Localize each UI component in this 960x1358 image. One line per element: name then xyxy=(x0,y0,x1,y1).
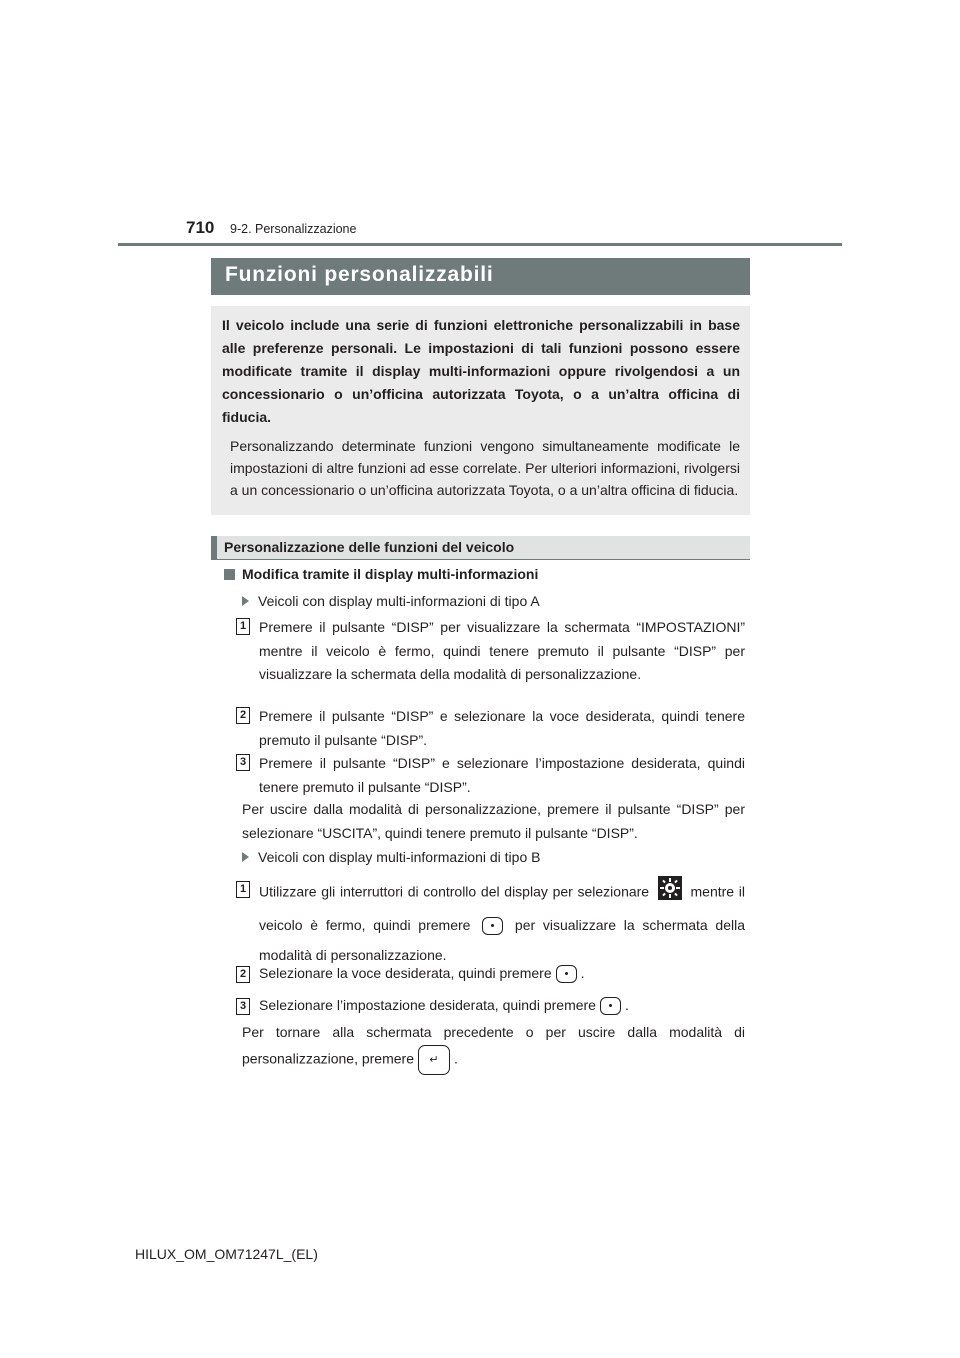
type-a-exit-note: Per uscire dalla modalità di personalizzazione, premere il pulsante “DISP” per selezionare “USCITA”, quindi tenere premuto il pulsante “DISP”. xyxy=(242,801,745,841)
back-button-icon: ↵ xyxy=(418,1045,450,1075)
step-b3-after: . xyxy=(624,997,629,1013)
step-a1-text: Premere il pulsante “DISP” per visualizzare la schermata “IMPOSTAZIONI” mentre il veicolo è fermo, quindi tenere premuto il pulsante “DISP” per visualizzare la schermata della modalità di personalizzazione. xyxy=(259,619,745,682)
document-footer: HILUX_OM_OM71247L_(EL) xyxy=(135,1246,318,1262)
step-number-a2: 2 xyxy=(236,707,250,724)
page-title: Funzioni personalizzabili xyxy=(211,258,750,295)
type-a-bullet-text: Veicoli con display multi-informazioni di tipo A xyxy=(258,593,540,609)
step-number-a3: 3 xyxy=(236,754,250,771)
header-divider xyxy=(118,243,842,246)
step-number-b2: 2 xyxy=(236,966,250,983)
type-b-bullet-text: Veicoli con display multi-informazioni di tipo B xyxy=(258,849,541,865)
step-b1-part3: per visualizzare la schermata della modalità di personalizzazione. xyxy=(259,917,746,963)
section-label: 9-2. Personalizzazione xyxy=(230,222,357,236)
type-a-bullet xyxy=(242,593,540,609)
subsection-heading: Personalizzazione delle funzioni del veicolo xyxy=(211,536,750,560)
step-b2-after: . xyxy=(580,965,585,981)
back-note-after: . xyxy=(453,1050,458,1067)
step-number-b1: 1 xyxy=(236,881,250,898)
ok-button-icon xyxy=(600,997,621,1015)
triangle-bullet-icon xyxy=(242,852,249,862)
intro-box xyxy=(211,306,750,515)
ok-button-icon xyxy=(482,917,503,935)
step-b2-text xyxy=(259,962,745,986)
topic-heading xyxy=(224,566,538,582)
step-b1-part1: Utilizzare gli interruttori di controllo del display per selezionare xyxy=(259,883,650,900)
step-b3-text xyxy=(259,994,745,1018)
intro-note: Personalizzando determinate funzioni vengono simultaneamente modificate le impostazioni di altre funzioni ad esse correlate. Per ulteriori informazioni, rivolgersi a un concessionario o un’officina autorizzata Toyota, o a un’altra officina di fiducia. xyxy=(230,438,740,498)
step-a3-text: Premere il pulsante “DISP” e selezionare l’impostazione desiderata, quindi tenere premuto il pulsante “DISP”. xyxy=(259,755,745,795)
ok-button-icon xyxy=(556,965,577,983)
triangle-bullet-icon xyxy=(242,596,249,606)
step-number-b3: 3 xyxy=(236,998,250,1015)
step-b1-text xyxy=(259,876,745,970)
square-bullet-icon xyxy=(224,569,235,580)
step-b1-part2: mentre il veicolo è fermo, quindi premere xyxy=(259,883,746,933)
step-number-a1: 1 xyxy=(236,618,250,635)
back-note-before: Per tornare alla schermata precedente o per uscire dalla modalità di personalizzazione, premere xyxy=(242,1024,745,1067)
step-a2-text: Premere il pulsante “DISP” e selezionare la voce desiderata, quindi tenere premuto il pulsante “DISP”. xyxy=(259,708,745,748)
step-b3-before: Selezionare l’impostazione desiderata, quindi premere xyxy=(259,997,596,1013)
type-b-bullet xyxy=(242,849,540,865)
intro-text: Il veicolo include una serie di funzioni elettroniche personalizzabili in base alle preferenze personali. Le impostazioni di tali funzioni possono essere modificate tramite il display multi-informazioni oppure rivolgendosi a un concessionario o un’officina autorizzata Toyota, o a un’altra officina di fiducia. xyxy=(222,317,740,425)
topic-text: Modifica tramite il display multi-informazioni xyxy=(242,566,539,582)
step-b2-before: Selezionare la voce desiderata, quindi premere xyxy=(259,965,552,981)
settings-gear-icon xyxy=(658,876,682,910)
page-number: 710 xyxy=(186,218,215,237)
type-b-back-note xyxy=(242,1020,745,1075)
